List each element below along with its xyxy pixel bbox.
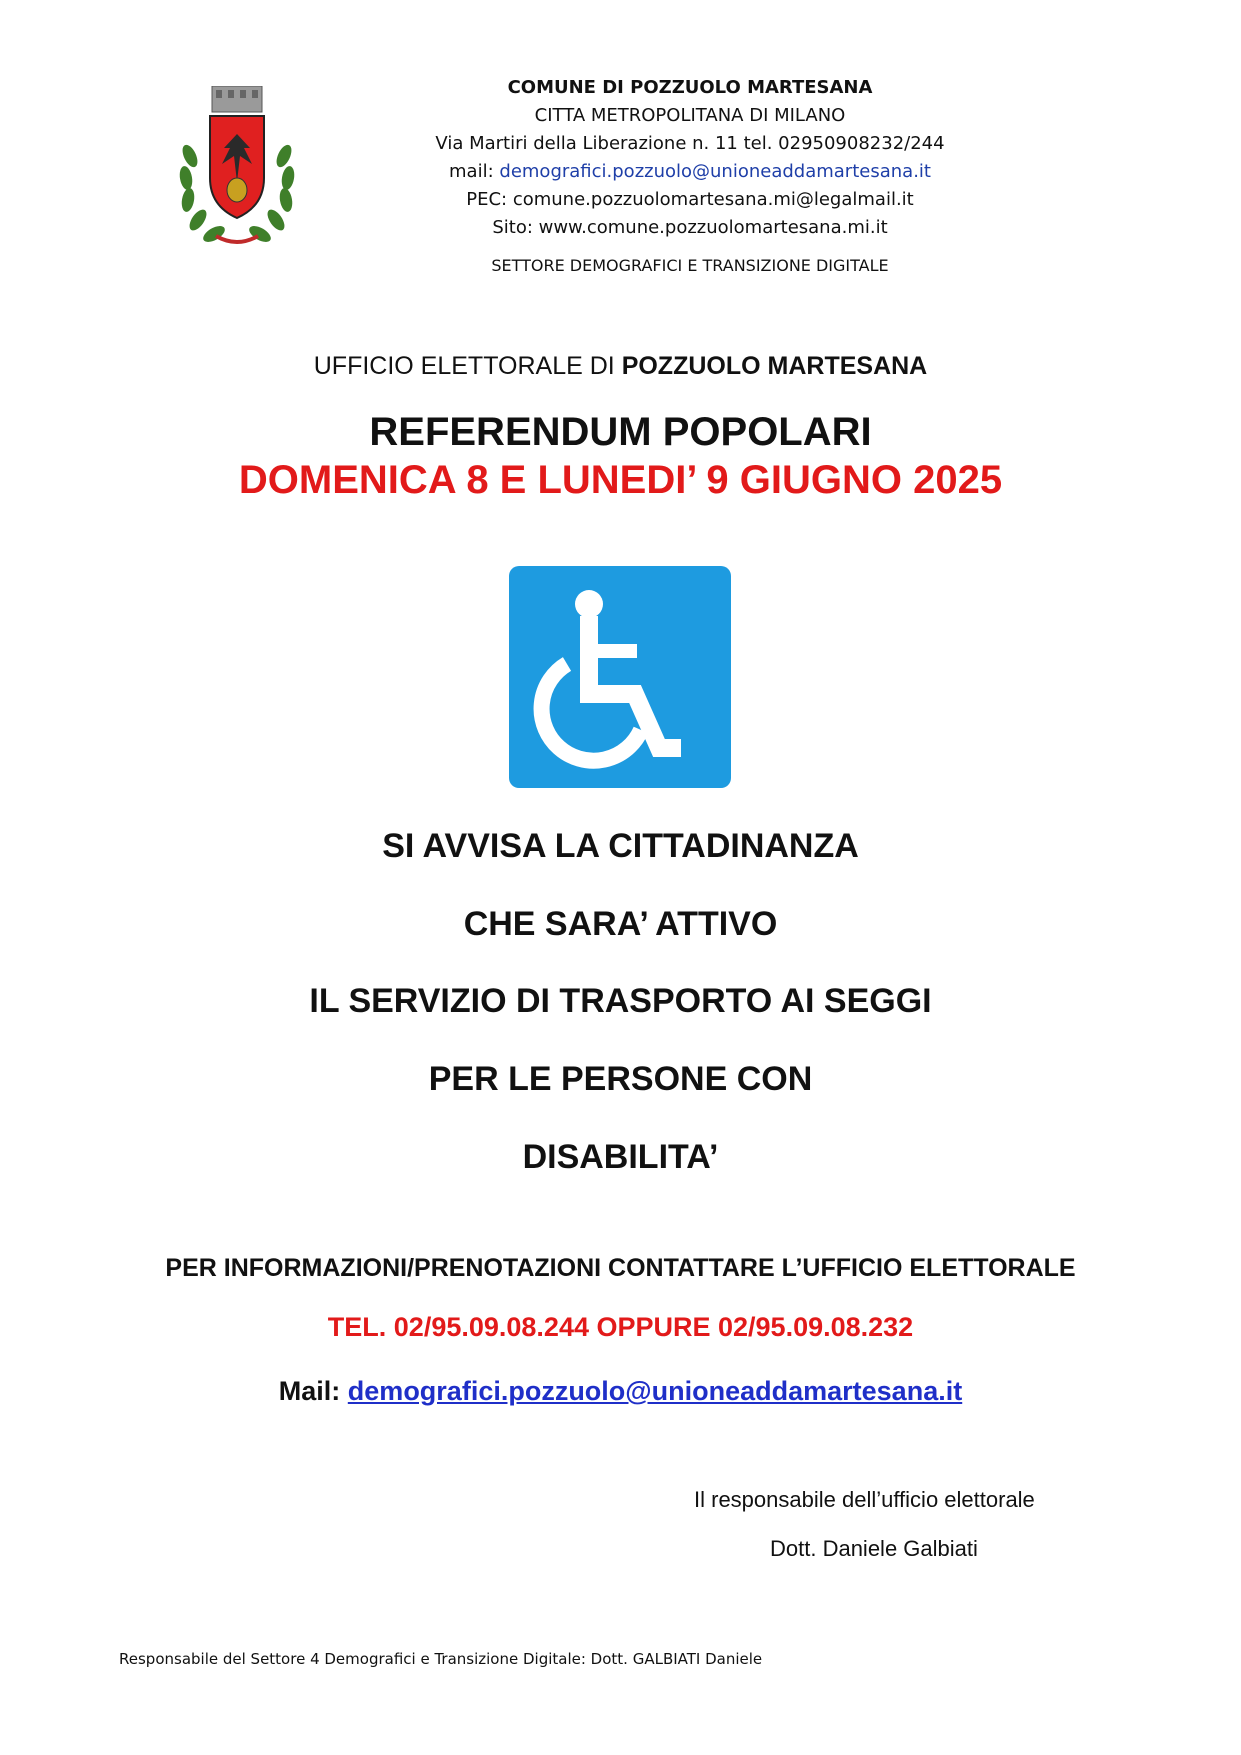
message-line-3: IL SERVIZIO DI TRASPORTO AI SEGGI: [309, 982, 932, 1020]
office-name: POZZUOLO MARTESANA: [621, 352, 928, 380]
office-prefix: UFFICIO ELETTORALE DI: [313, 352, 615, 380]
contact-info: PER INFORMAZIONI/PRENOTAZIONI CONTATTARE L’UFFICIO ELETTORALE: [165, 1254, 1076, 1282]
message-line-4: PER LE PERSONE CON: [428, 1060, 813, 1098]
header-mail-label: mail:: [449, 161, 494, 182]
wheelchair-icon: [509, 566, 731, 788]
office-line: [0, 352, 1241, 381]
signature-name: Dott. Daniele Galbiati: [770, 1536, 978, 1561]
municipality-address: Via Martiri della Liberazione n. 11 tel. 02950908232/244: [435, 133, 945, 154]
header-pec: PEC: comune.pozzuolomartesana.mi@legalmail.it: [466, 189, 914, 210]
coat-of-arms-icon: [172, 86, 302, 248]
contact-mail-label: Mail:: [278, 1376, 341, 1406]
document-date: DOMENICA 8 E LUNEDI’ 9 GIUGNO 2025: [238, 458, 1003, 502]
signature-role: Il responsabile dell’ufficio elettorale: [694, 1487, 1035, 1512]
municipality-subtitle: CITTA METROPOLITANA DI MILANO: [534, 105, 846, 126]
header-mail-link[interactable]: demografici.pozzuolo@unioneaddamartesana.it: [499, 161, 931, 182]
letterhead: [390, 74, 990, 280]
header-site: Sito: www.comune.pozzuolomartesana.mi.it: [492, 217, 888, 238]
contact-mail-link[interactable]: demografici.pozzuolo@unioneaddamartesana.it: [347, 1376, 963, 1406]
message-line-2: CHE SARA’ ATTIVO: [463, 905, 778, 943]
message-line-5: DISABILITA’: [522, 1138, 719, 1176]
document-title: REFERENDUM POPOLARI: [369, 410, 872, 454]
header-sector: SETTORE DEMOGRAFICI E TRANSIZIONE DIGITALE: [491, 256, 889, 275]
contact-phones: TEL. 02/95.09.08.244 OPPURE 02/95.09.08.232: [327, 1312, 914, 1342]
header-mail-line: [390, 158, 990, 186]
message-line-1: SI AVVISA LA CITTADINANZA: [382, 827, 859, 865]
municipality-title: COMUNE DI POZZUOLO MARTESANA: [507, 77, 873, 98]
footer-note: Responsabile del Settore 4 Demografici e Transizione Digitale: Dott. GALBIATI Daniele: [119, 1650, 763, 1668]
contact-mail-line: [0, 1376, 1241, 1407]
